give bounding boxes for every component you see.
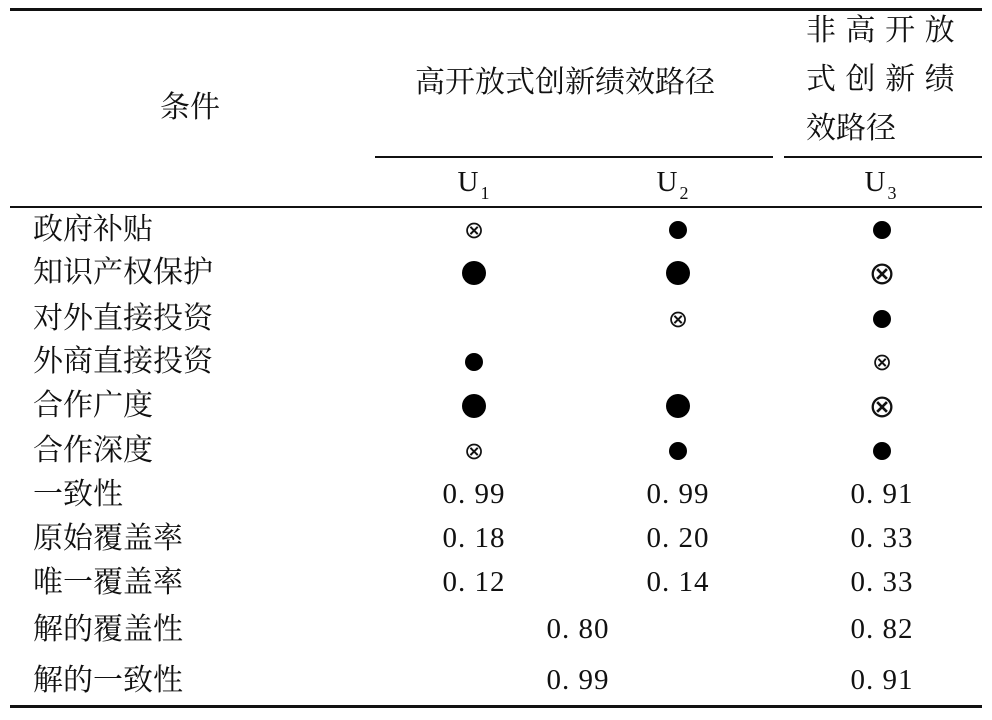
core-present-icon [873, 310, 891, 328]
condition-label: 对外直接投资 [33, 301, 213, 336]
core-present-icon [873, 442, 891, 460]
absent-icon: ⊗ [463, 437, 485, 465]
core-present-icon [873, 221, 891, 239]
table-top-rule [10, 8, 982, 11]
core-present-icon [669, 221, 687, 239]
solution-header-u2 [656, 166, 690, 203]
core-present-icon [666, 261, 690, 285]
metric-value: 0. 99 [646, 478, 710, 510]
nonhigh-path-header-line: 式 创 新 绩 [806, 62, 955, 97]
absent-icon: ⊗ [868, 387, 896, 425]
overall-label: 解的覆盖性 [33, 612, 183, 647]
nonhigh-path-header-line: 效路径 [806, 111, 896, 146]
solution-subscript: 3 [887, 183, 898, 203]
metric-value: 0. 91 [850, 478, 914, 510]
core-present-icon [669, 442, 687, 460]
metric-value: 0. 18 [442, 522, 506, 554]
header-bottom-rule [10, 206, 982, 208]
metric-value: 0. 33 [850, 522, 914, 554]
overall-nonhigh-value: 0. 82 [850, 613, 914, 645]
solution-subscript: 2 [679, 183, 690, 203]
metric-value: 0. 12 [442, 566, 506, 598]
core-present-icon [462, 394, 486, 418]
condition-label: 合作广度 [33, 388, 153, 423]
solution-header-u3 [864, 166, 898, 203]
overall-label: 解的一致性 [33, 663, 183, 698]
solution-label: U [864, 166, 887, 198]
absent-icon: ⊗ [871, 348, 893, 376]
absent-icon: ⊗ [463, 216, 485, 244]
core-present-icon [666, 394, 690, 418]
solution-header-u1 [457, 166, 491, 203]
overall-high-value: 0. 99 [546, 664, 610, 696]
overall-nonhigh-value: 0. 91 [850, 664, 914, 696]
metric-value: 0. 20 [646, 522, 710, 554]
metric-label: 一致性 [33, 477, 123, 512]
condition-label: 合作深度 [33, 433, 153, 468]
high-path-header: 高开放式创新绩效路径 [415, 65, 715, 100]
metric-value: 0. 14 [646, 566, 710, 598]
absent-icon: ⊗ [667, 305, 689, 333]
overall-high-value: 0. 80 [546, 613, 610, 645]
nonhigh-path-header [806, 13, 955, 146]
core-present-icon [462, 261, 486, 285]
table-bottom-rule [10, 705, 982, 708]
absent-icon: ⊗ [868, 254, 896, 292]
solution-label: U [656, 166, 679, 198]
metric-value: 0. 33 [850, 566, 914, 598]
nonhigh-path-underline [784, 156, 982, 158]
nonhigh-path-header-line: 非 高 开 放 [806, 13, 955, 48]
condition-label: 政府补贴 [33, 212, 153, 247]
condition-header: 条件 [160, 90, 220, 125]
core-present-icon [465, 353, 483, 371]
metric-label: 唯一覆盖率 [33, 565, 183, 600]
condition-label: 知识产权保护 [33, 255, 213, 290]
solution-label: U [457, 166, 480, 198]
solution-subscript: 1 [480, 183, 491, 203]
condition-label: 外商直接投资 [33, 344, 213, 379]
metric-value: 0. 99 [442, 478, 506, 510]
metric-label: 原始覆盖率 [33, 521, 183, 556]
high-path-underline [375, 156, 773, 158]
